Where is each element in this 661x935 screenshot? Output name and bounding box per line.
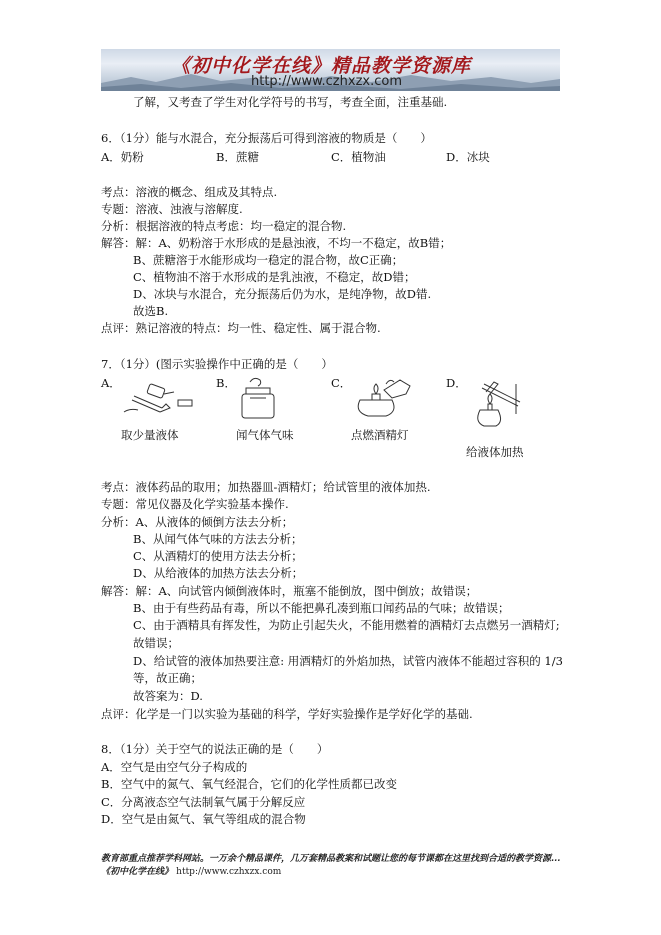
q7-option-a: A．	[101, 376, 121, 390]
heat-liquid-figure	[464, 374, 534, 438]
q7-caption-a: 取少量液体	[121, 428, 179, 442]
q7-jieda-line: 故答案为：D.	[133, 689, 203, 703]
q7-fenxi-line: 分析：A、从液体的倾倒方法去分析；	[101, 515, 294, 529]
q8-option-a: A．空气是由空气分子构成的	[101, 760, 248, 774]
pour-liquid-figure	[120, 380, 200, 422]
page-footer	[101, 853, 571, 879]
q7-caption-d: 给液体加热	[466, 445, 524, 459]
footer-url[interactable]: http://www.czhxzx.com	[176, 867, 282, 877]
q7-stem: 7．（1分）(图示实验操作中正确的是（ ）	[101, 357, 333, 371]
q6-option-c: C．植物油	[331, 150, 386, 164]
q6-jieda-line: 解答：解：A、奶粉溶于水形成的是悬浊液，不均一不稳定，故B错；	[101, 236, 452, 250]
q8-stem: 8．（1分）关于空气的说法正确的是（ ）	[101, 742, 329, 756]
header-banner	[101, 49, 560, 91]
q8-option-d: D．空气是由氮气、氧气等组成的混合物	[101, 812, 306, 826]
footer-text: 教育部重点推荐学科网站。一万余个精品课件，几万套精品教案和试题让您的每节课都在这里找到合适的教学资源...《初中化学在线》	[101, 854, 561, 877]
q6-jieda-line: D、冰块与水混合，充分振荡后仍为水，是纯净物，故D错.	[133, 287, 432, 301]
q7-jieda-line: D、给试管的液体加热要注意: 用酒精灯的外焰加热，试管内液体不能超过容积的 1/3	[133, 654, 563, 668]
q6-jieda-line: 故选B.	[133, 304, 169, 318]
q7-jieda-line: C、由于酒精具有挥发性，为防止引起失火，不能用燃着的酒精灯去点燃另一酒精灯;	[133, 618, 560, 632]
q7-fenxi-line: C、从酒精灯的使用方法去分析；	[133, 549, 303, 563]
q6-option-b: B．蔗糖	[216, 150, 259, 164]
q7-jieda-line: 故错误；	[133, 636, 179, 650]
q6-fenxi: 分析：根据溶液的特点考虑：均一稳定的混合物.	[101, 219, 347, 233]
q6-zhuanti: 专题：溶液、浊液与溶解度.	[101, 202, 243, 216]
q7-fenxi-line: D、从给液体的加热方法去分析；	[133, 566, 304, 580]
q7-fenxi-line: B、从闻气体气味的方法去分析；	[133, 532, 303, 546]
q7-option-d: D．	[446, 376, 467, 390]
q6-dianping: 点评：熟记溶液的特点：均一性、稳定性、属于混合物.	[101, 321, 381, 335]
q7-jieda-line: B、由于有些药品有毒，所以不能把鼻孔凑到瓶口闻药品的气味；故错误；	[133, 601, 510, 615]
q6-stem: 6．（1分）能与水混合，充分振荡后可得到溶液的物质是（ ）	[101, 131, 432, 145]
q7-zhuanti: 专题：常见仪器及化学实验基本操作.	[101, 497, 289, 511]
q7-jieda-line: 解答：解：A、向试管内倾倒液体时，瓶塞不能倒放，图中倒放；故错误；	[101, 584, 478, 598]
banner-url[interactable]: http://www.czhxzx.com	[251, 74, 402, 89]
q7-caption-b: 闻气体气味	[236, 428, 294, 442]
q8-option-c: C．分离液态空气法制氧气属于分解反应	[101, 795, 306, 809]
q6-jieda-line: C、植物油不溶于水形成的是乳浊液，不稳定，故D错；	[133, 270, 416, 284]
q6-option-a: A．奶粉	[101, 150, 144, 164]
alcohol-lamp-figure	[350, 376, 420, 422]
banner-title: 《初中化学在线》精品教学资源库	[171, 55, 472, 77]
q7-dianping: 点评：化学是一门以实验为基础的科学，学好实验操作是学好化学的基础.	[101, 707, 473, 721]
q7-jieda-line: 等，故正确；	[133, 671, 202, 685]
q7-kaodian: 考点：液体药品的取用；加热器皿-酒精灯；给试管里的液体加热.	[101, 480, 431, 494]
intro-text: 了解，又考查了学生对化学符号的书写，考查全面，注重基础.	[133, 95, 448, 109]
q7-option-b: B．	[216, 376, 236, 390]
q7-caption-c: 点燃酒精灯	[351, 428, 409, 442]
q6-jieda-line: B、蔗糖溶于水能形成均一稳定的混合物，故C正确；	[133, 253, 404, 267]
smell-gas-figure	[236, 376, 286, 422]
q6-kaodian: 考点：溶液的概念、组成及其特点.	[101, 185, 278, 199]
q6-option-d: D．冰块	[446, 150, 490, 164]
q7-option-c: C．	[331, 376, 352, 390]
q8-option-b: B．空气中的氮气、氧气经混合，它们的化学性质都已改变	[101, 777, 397, 791]
